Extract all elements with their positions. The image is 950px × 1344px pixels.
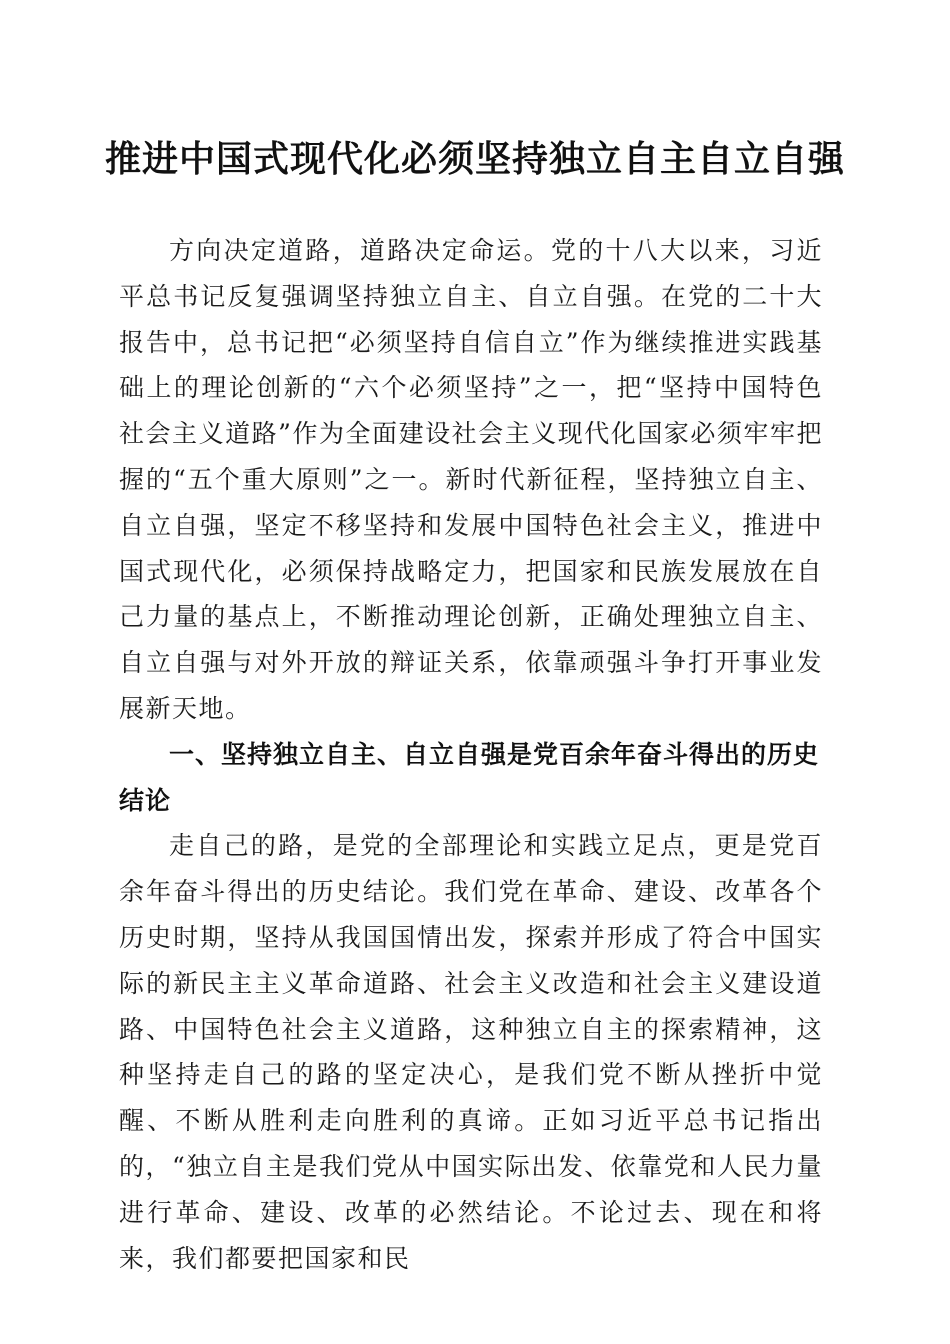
document-title: 推进中国式现代化必须坚持独立自主自立自强 xyxy=(104,139,845,180)
paragraph-section-1: 走自己的路，是党的全部理论和实践立足点，更是党百余年奋斗得出的历史结论。我们党在革命、建设、改革各个历史时期，坚持从我国国情出发，探索并形成了符合中国实际的新民主主义革命道路、社会主义改造和社会主义建设道路、中国特色社会主义道路，这种独立自主的探索精神，这种坚持走自己的路的坚定决心，是我们党不断从挫折中觉醒、不断从胜利走向胜利的真谛。正如习近平总书记指出的，“独立自主是我们党从中国实际出发、依靠党和人民力量进行革命、建设、改革的必然结论。不论过去、现在和将来，我们都要把国家和民 xyxy=(119,831,823,1273)
section-heading-1: 一、坚持独立自主、自立自强是党百余年奋斗得出的历史结论 xyxy=(119,739,820,815)
document-body xyxy=(119,228,823,1281)
paragraph-intro: 方向决定道路，道路决定命运。党的十八大以来，习近平总书记反复强调坚持独立自主、自立自强。在党的二十大报告中，总书记把“必须坚持自信自立”作为继续推进实践基础上的理论创新的“六个必须坚持”之一，把“坚持中国特色社会主义道路”作为全面建设社会主义现代化国家必须牢牢把握的“五个重大原则”之一。新时代新征程，坚持独立自主、自立自强，坚定不移坚持和发展中国特色社会主义，推进中国式现代化，必须保持战略定力，把国家和民族发展放在自己力量的基点上，不断推动理论创新，正确处理独立自主、自立自强与对外开放的辩证关系，依靠顽强斗争打开事业发展新天地。 xyxy=(119,236,823,723)
